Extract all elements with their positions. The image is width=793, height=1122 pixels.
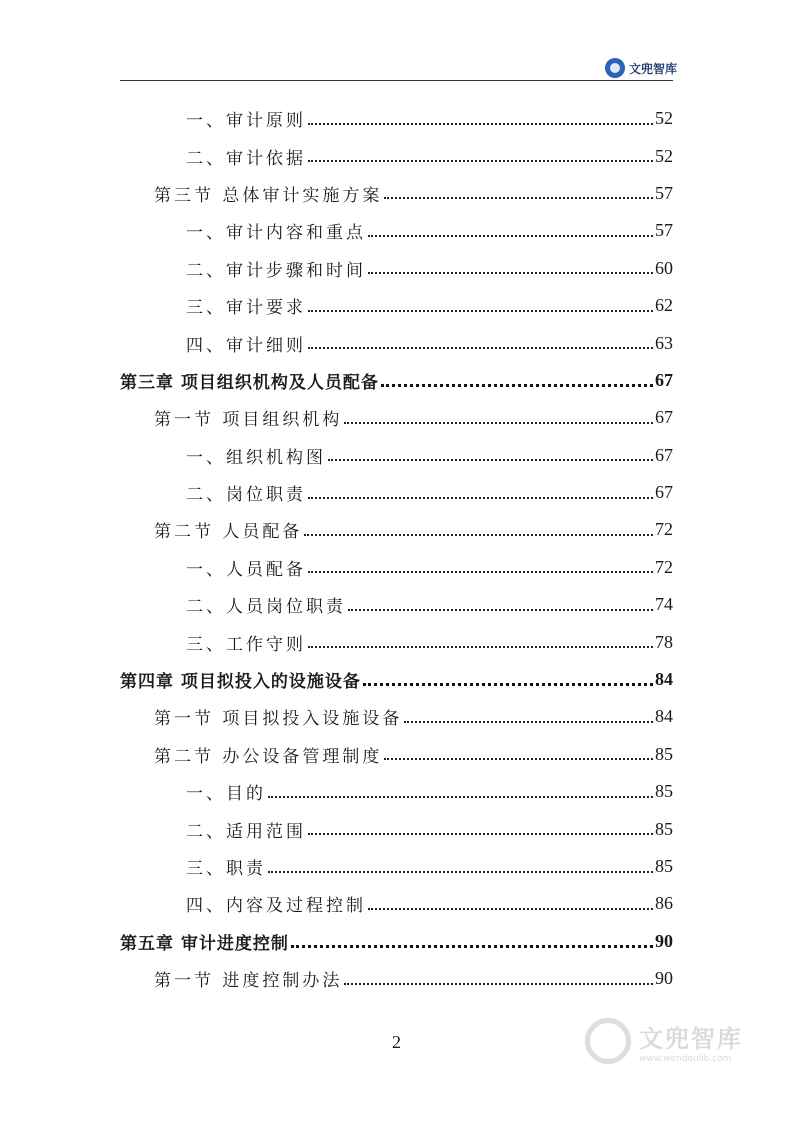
toc-entry-page: 72 [655,556,673,577]
toc-entry-title: 第二节 人员配备 [154,522,303,543]
page-number: 2 [392,1032,401,1052]
toc-entry-title: 二、人员岗位职责 [186,597,346,618]
toc-entry-title: 第五章 审计进度控制 [120,933,289,954]
toc-entry-page: 85 [655,781,673,802]
toc-dot-leader [308,310,653,312]
toc-entry-page: 57 [655,182,673,203]
toc-dot-leader [308,833,653,835]
toc-dot-leader [381,384,653,387]
logo-icon [605,58,625,78]
toc-dot-leader [368,235,653,237]
toc-entry-item[interactable] [120,549,673,586]
toc-entry-item[interactable] [120,474,673,511]
toc-entry-title: 第三章 项目组织机构及人员配备 [120,372,379,393]
toc-entry-page: 67 [655,369,673,390]
toc-entry-page: 67 [655,444,673,465]
toc-dot-leader [368,908,653,910]
toc-dot-leader [308,646,653,648]
toc-entry-page: 52 [655,145,673,166]
toc-entry-item[interactable] [120,287,673,324]
toc-entry-section[interactable] [120,698,673,735]
toc-dot-leader [268,796,653,798]
toc-dot-leader [308,571,653,573]
toc-dot-leader [348,609,653,611]
toc-dot-leader [291,945,653,948]
toc-dot-leader [384,197,653,199]
watermark-url: www.wendoulib.com [639,1053,732,1064]
toc-entry-item[interactable] [120,437,673,474]
toc-entry-title: 三、工作守则 [186,634,306,655]
toc-dot-leader [404,721,653,723]
toc-entry-page: 85 [655,856,673,876]
toc-entry-page: 63 [655,332,673,353]
toc-entry-chapter[interactable] [120,661,673,698]
toc-entry-section[interactable] [120,511,673,548]
logo-text: 文兜智库 [628,61,677,76]
toc-entry-title: 二、审计步骤和时间 [186,260,366,281]
toc-dot-leader [308,347,653,349]
toc-entry-title: 一、组织机构图 [186,447,326,468]
toc-entry-page: 60 [655,257,673,278]
toc-dot-leader [368,272,653,274]
toc-entry-title: 第三节 总体审计实施方案 [154,185,383,206]
toc-entry-section[interactable] [120,736,673,773]
toc-entry-title: 第一节 项目拟投入设施设备 [154,709,403,730]
toc-entry-item[interactable] [120,810,673,847]
toc-entry-title: 三、职责 [186,859,266,879]
toc-entry-page: 57 [655,220,673,241]
watermark-name: 文兜智库 [639,1024,743,1053]
toc-entry-chapter[interactable] [120,923,673,960]
toc-dot-leader [308,160,653,162]
toc-entry-page: 86 [655,893,673,914]
toc-entry-page: 62 [655,295,673,316]
toc-entry-section[interactable] [120,399,673,436]
toc-entry-page: 84 [655,669,673,690]
toc-entry-title: 二、适用范围 [186,821,306,842]
toc-entry-page: 90 [655,930,673,951]
header-logo [605,58,677,78]
toc-entry-page: 90 [655,968,673,989]
toc-entry-title: 第一节 项目组织机构 [154,410,343,431]
toc-entry-page: 84 [655,706,673,727]
toc-entry-page: 78 [655,631,673,652]
header-divider [120,80,673,81]
toc-entry-page: 52 [655,108,673,129]
toc-entry-title: 四、审计细则 [186,335,306,356]
toc-entry-item[interactable] [120,623,673,660]
toc-dot-leader [308,123,653,125]
toc-entry-title: 四、内容及过程控制 [186,896,366,917]
toc-entry-title: 一、目的 [186,784,266,805]
toc-entry-item[interactable] [120,586,673,623]
toc-dot-leader [308,497,653,499]
table-of-contents [120,100,673,997]
toc-entry-page: 85 [655,743,673,764]
toc-entry-title: 一、审计内容和重点 [186,223,366,244]
toc-entry-page: 74 [655,594,673,615]
toc-entry-title: 一、人员配备 [186,559,306,580]
watermark-logo-icon [585,1018,631,1064]
toc-entry-item[interactable] [120,100,673,137]
toc-entry-title: 第四章 项目拟投入的设施设备 [120,672,361,693]
toc-entry-item[interactable] [120,324,673,361]
toc-dot-leader [328,459,653,461]
toc-entry-item[interactable] [120,212,673,249]
toc-dot-leader [268,871,653,873]
watermark [585,1018,743,1064]
toc-dot-leader [344,983,653,985]
toc-entry-title: 二、审计依据 [186,148,306,169]
toc-entry-item[interactable] [120,137,673,174]
toc-entry-page: 67 [655,482,673,503]
toc-entry-title: 二、岗位职责 [186,485,306,506]
toc-entry-title: 第一节 进度控制办法 [154,971,343,992]
toc-entry-item[interactable] [120,885,673,922]
toc-entry-page: 85 [655,818,673,839]
toc-entry-item[interactable] [120,773,673,810]
toc-dot-leader [384,758,653,760]
toc-entry-page: 67 [655,407,673,428]
toc-entry-title: 第二节 办公设备管理制度 [154,746,383,767]
toc-dot-leader [363,683,653,686]
toc-entry-title: 一、审计原则 [186,111,306,132]
toc-dot-leader [304,534,653,536]
toc-entry-item[interactable] [120,848,673,885]
toc-entry-item[interactable] [120,250,673,287]
toc-entry-title: 三、审计要求 [186,298,306,319]
toc-entry-page: 72 [655,519,673,540]
toc-entry-section[interactable] [120,960,673,997]
toc-entry-chapter[interactable] [120,362,673,399]
toc-entry-section[interactable] [120,175,673,212]
toc-dot-leader [344,422,653,424]
